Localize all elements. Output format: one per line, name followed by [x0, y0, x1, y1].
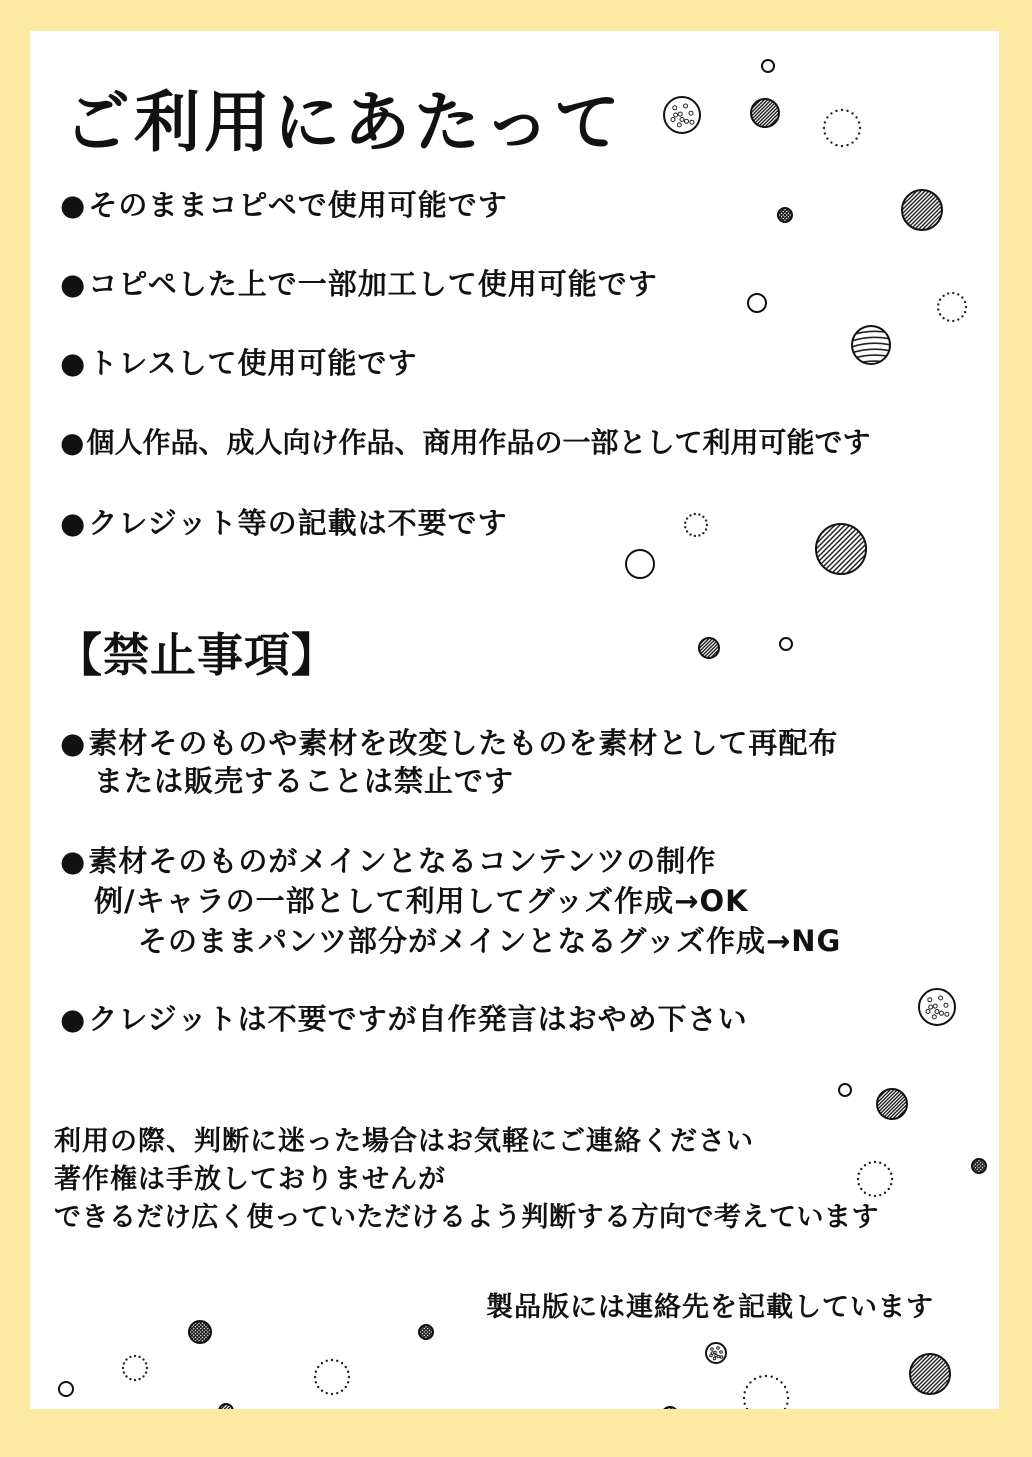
notice-sheet [30, 31, 999, 1409]
planet-doodle-icon [823, 109, 861, 147]
planet-doodle-icon [780, 638, 792, 650]
bullet-icon: ● [60, 346, 87, 380]
bullet-icon: ● [60, 506, 87, 540]
planet-doodle-icon [122, 1355, 148, 1381]
usage-item: ●個人作品、成人向け作品、商用作品の一部として利用可能です [60, 426, 871, 459]
usage-item: ●クレジット等の記載は不要です [60, 506, 508, 540]
planet-doodle-icon [870, 1354, 990, 1394]
prohibited-item: ●素材そのものがメインとなるコンテンツの制作 [60, 844, 717, 878]
bullet-icon: ● [60, 426, 85, 459]
planet-doodle-icon [405, 1325, 447, 1339]
planet-doodle-icon [646, 1407, 694, 1409]
planet-doodle-icon [839, 1084, 851, 1096]
planet-doodle-icon [706, 1343, 726, 1363]
prohibited-heading: 【禁止事項】 [56, 628, 338, 682]
planet-doodle-icon [679, 638, 738, 658]
planet-doodle-icon [684, 513, 708, 537]
planet-doodle-icon [205, 1404, 247, 1409]
planet-doodle-icon [852, 325, 890, 364]
planet-doodle-icon [748, 294, 766, 312]
note-line: 著作権は手放しておりませんが [54, 1164, 446, 1195]
planet-doodle-icon [167, 1321, 231, 1343]
usage-item: ●トレスして使用可能です [60, 346, 418, 380]
planet-doodle-icon [723, 99, 807, 127]
prohibited-item: ●素材そのものや素材を改変したものを素材として再配布 [60, 726, 839, 760]
planet-doodle-icon [857, 1161, 893, 1197]
bullet-icon: ● [60, 267, 87, 301]
bullet-icon: ● [60, 844, 87, 878]
note-line: 利用の際、判断に迷った場合はお気軽にご連絡ください [54, 1126, 754, 1157]
prohibited-item-cont: または販売することは禁止です [94, 764, 515, 798]
planet-doodle-icon [958, 1159, 999, 1173]
planet-doodle-icon [626, 550, 654, 578]
prohibited-example-ng: そのままパンツ部分がメインとなるグッズ作成→NG [138, 924, 842, 958]
prohibited-example-ok: 例/キャラの一部として利用してグッズ作成→OK [94, 884, 749, 918]
planet-doodle-icon [847, 1089, 937, 1119]
planet-doodle-icon [766, 524, 916, 574]
planet-doodle-icon [762, 60, 774, 72]
bullet-icon: ● [60, 188, 87, 222]
footer-note: 製品版には連絡先を記載しています [486, 1292, 934, 1323]
planet-doodle-icon [664, 97, 700, 133]
page-title: ご利用にあたって [64, 83, 624, 161]
note-line: できるだけ広く使っていただけるよう判断する方向で考えています [54, 1202, 879, 1233]
planet-doodle-icon [314, 1359, 350, 1395]
planet-doodle-icon [937, 292, 967, 322]
planet-doodle-icon [862, 190, 982, 230]
usage-item: ●コピペした上で一部加工して使用可能です [60, 267, 658, 301]
usage-item: ●そのままコピペで使用可能です [60, 188, 508, 222]
bullet-icon: ● [60, 726, 87, 760]
planet-doodle-icon [919, 989, 955, 1025]
planet-doodle-icon [764, 208, 806, 222]
prohibited-item: ●クレジットは不要ですが自作発言はおやめ下さい [60, 1002, 748, 1036]
planet-doodle-icon [59, 1382, 73, 1396]
bullet-icon: ● [60, 1002, 87, 1036]
planet-doodle-icon [743, 1375, 789, 1409]
